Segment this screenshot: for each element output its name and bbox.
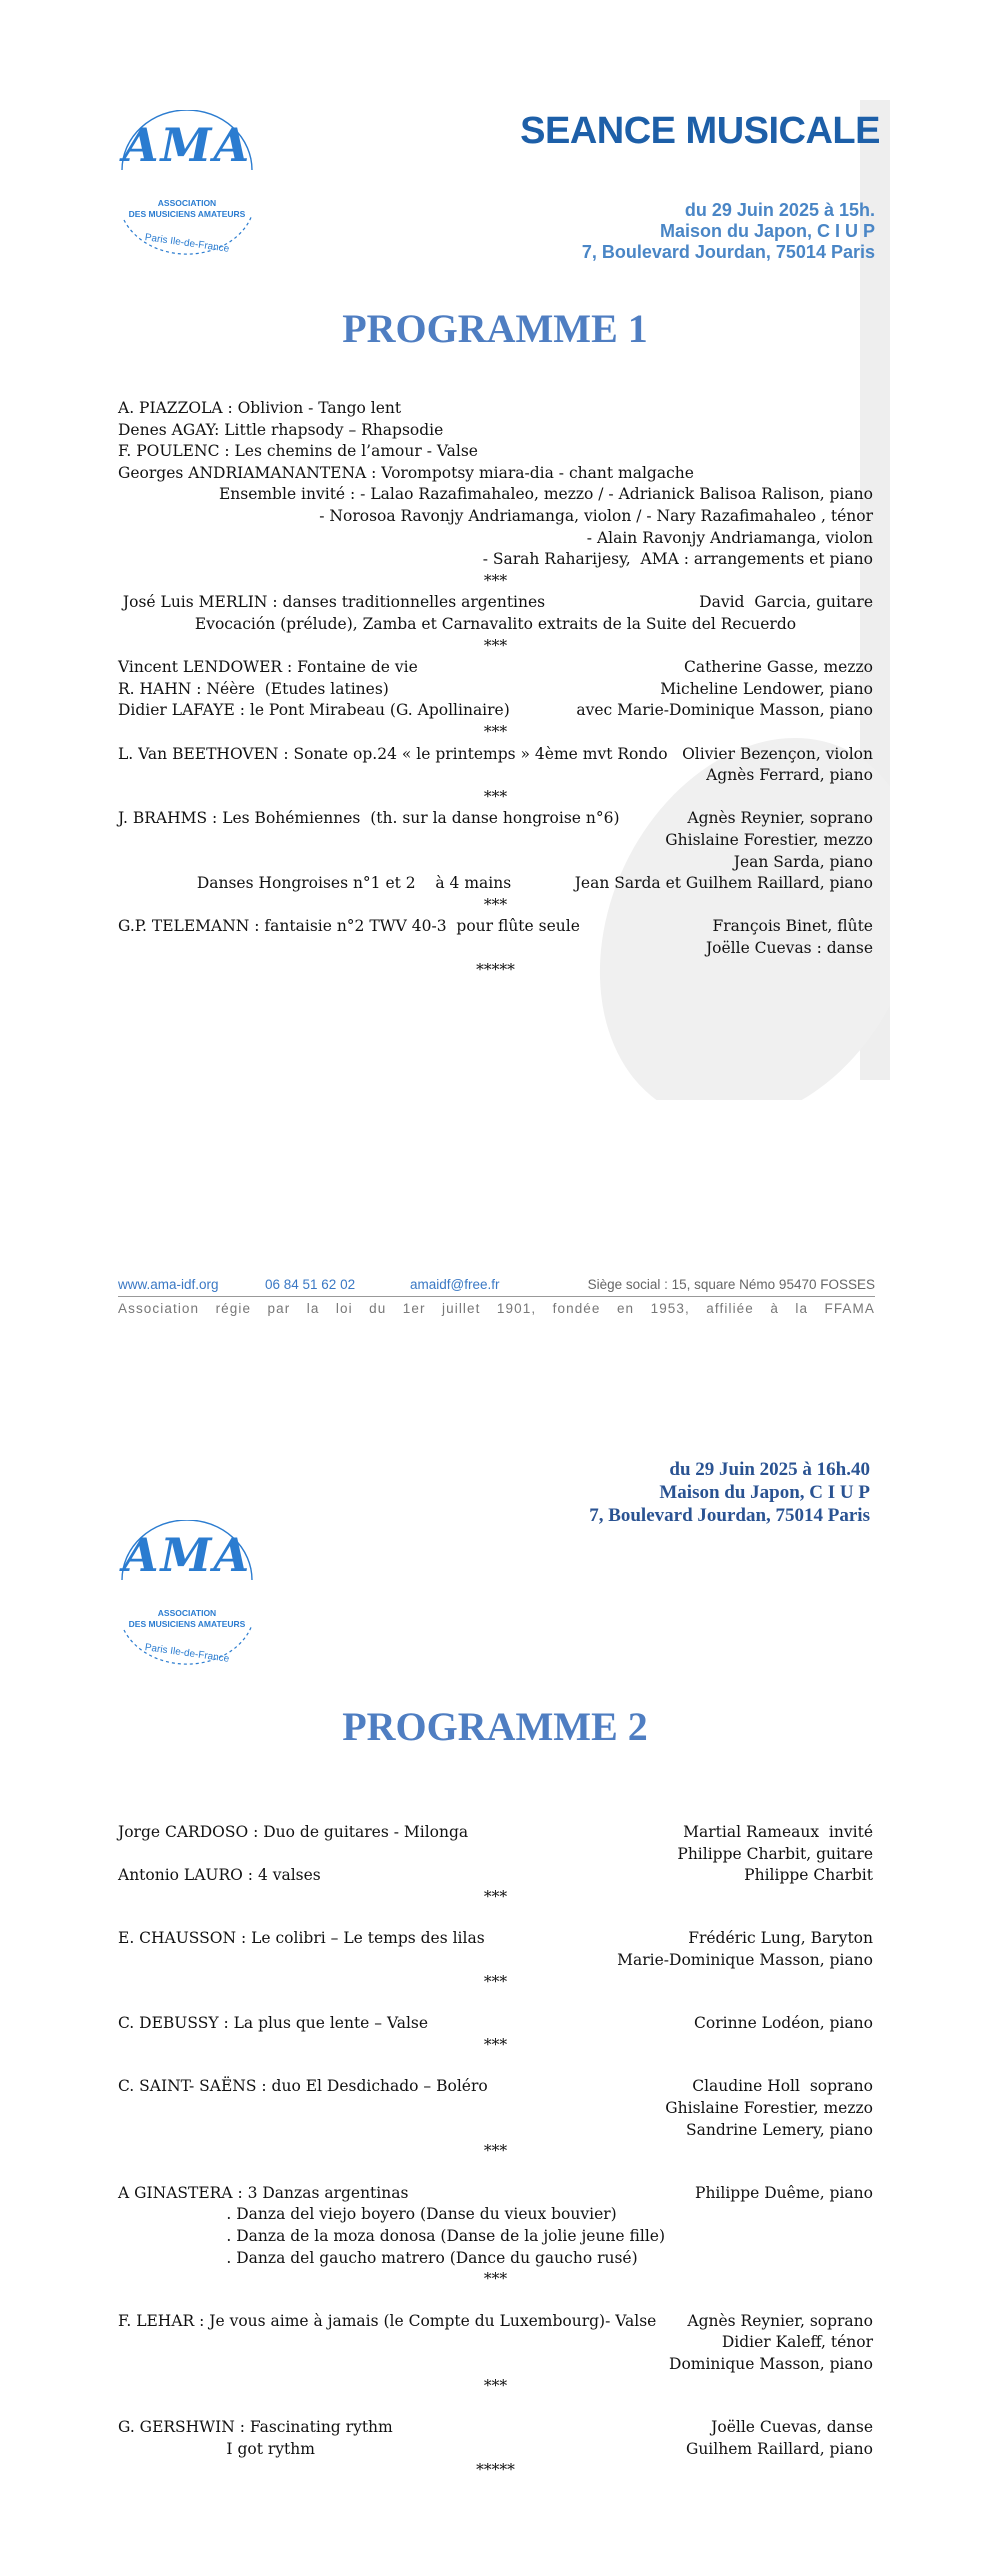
piece-text: L. Van BEETHOVEN : Sonate op.24 « le printemps » 4ème mvt Rondo [118,744,668,763]
footer-website[interactable]: www.ama-idf.org [118,1277,219,1292]
programme-line [118,571,873,593]
performer-text: Didier Kaleff, ténor [721,2333,873,2352]
programme-line [118,2098,873,2120]
separator-text: *** [483,571,508,590]
performer-text: Agnès Reynier, soprano [687,2311,873,2330]
piece-text: Danses Hongroises n°1 et 2 à 4 mains [118,874,512,893]
programme-line [118,700,873,722]
page-title: SEANCE MUSICALE [520,110,880,152]
performer-text: Philippe Duême, piano [695,2183,873,2202]
programme-line [118,484,873,506]
concert-date: du 29 Juin 2025 à 15h. [684,200,875,220]
performer-text: Jean Sarda, piano [733,852,873,871]
ama-logo [112,110,262,270]
programme-line [118,2013,873,2035]
footer-divider [118,1296,875,1297]
programme-line [118,2035,873,2057]
programme-line [118,873,873,895]
concert-address-2: 7, Boulevard Jourdan, 75014 Paris [589,1505,870,1526]
programme-line [118,420,873,442]
performer-text: Catherine Gasse, mezzo [683,658,873,677]
separator-text: *** [483,1972,508,1991]
piece-text: . Danza de la moza donosa (Danse de la jolie jeune fille) [118,2227,666,2245]
logo-line2: DES MUSICIENS AMATEURS [128,209,246,219]
performer-text: Guilhem Raillard, piano [685,2439,873,2458]
programme-line [118,808,873,830]
programme-line [118,463,873,485]
programme-line [118,2120,873,2142]
programme-line [118,441,873,463]
programme-line [118,722,873,744]
programme-line [118,657,873,679]
separator-text: *** [483,895,508,914]
programme-line [118,2417,873,2439]
piece-text: Antonio LAURO : 4 valses [118,1866,321,1885]
piece-text: . Danza del gaucho matrero (Dance du gaucho rusé) [118,2248,638,2267]
concert-venue-2: Maison du Japon, C I U P [659,1482,870,1503]
programme-line [118,2354,873,2376]
piece-text: Vincent LENDOWER : Fontaine de vie [118,658,418,677]
separator-text: *** [483,723,508,741]
piece-text: Didier LAFAYE : le Pont Mirabeau (G. Apollinaire) [118,701,510,720]
programme-line [118,830,873,852]
performer-text: Micheline Lendower, piano [660,679,873,698]
concert-venue: Maison du Japon, C I U P [659,221,875,241]
separator-text: *** [483,2376,508,2395]
performer-text: François Binet, flûte [712,917,873,936]
programme-line [118,1928,873,1950]
programme-line [118,679,873,701]
separator-text: *** [483,787,508,806]
programme-line [118,787,873,809]
performer-text: Sandrine Lemery, piano [686,2120,873,2139]
performer-text: Philippe Charbit [744,1866,873,1885]
performer-text: Dominique Masson, piano [669,2355,873,2373]
performer-text: Olivier Bezençon, violon [682,744,873,763]
performer-text: Ghislaine Forestier, mezzo [665,831,873,849]
footer-seat: Siège social : 15, square Némo 95470 FOSSES [587,1277,875,1292]
programme-line [118,895,873,917]
programme-line [118,2376,873,2398]
programme-line [118,2248,873,2270]
piece-text: Jorge CARDOSO : Duo de guitares - Milonga [118,1823,469,1841]
piece-text: José Luis MERLIN : danses traditionnelles argentines [118,593,546,612]
piece-text: A GINASTERA : 3 Danzas argentinas [118,2183,409,2202]
programme-line [118,1887,873,1909]
performer-text: Joëlle Cuevas, danse [711,2418,873,2437]
performer-text: Martial Rameaux invité [683,1823,873,1841]
separator-text: *** [483,2270,508,2289]
piece-text: G. GERSHWIN : Fascinating rythm [118,2418,393,2437]
programme-line [118,2141,873,2163]
piece-text: G.P. TELEMANN : fantaisie n°2 TWV 40-3 pour flûte seule [118,917,580,936]
ama-logo-2 [112,1520,262,1680]
performer-text: Claudine Holl soprano [692,2077,873,2096]
piece-text: R. HAHN : Néère (Etudes latines) [118,679,389,698]
performer-text: David Garcia, guitare [699,593,873,612]
performer-text: Corinne Lodéon, piano [694,2014,873,2033]
programme-line [118,2332,873,2354]
piece-text: A. PIAZZOLA : Oblivion - Tango lent [118,399,402,417]
footer-email[interactable]: amaidf@free.fr [410,1277,500,1292]
piece-text: J. BRAHMS : Les Bohémiennes (th. sur la danse hongroise n°6) [118,809,620,828]
programme-line [118,1865,873,1887]
piece-text: E. CHAUSSON : Le colibri – Le temps des lilas [118,1929,485,1948]
programme-line [118,592,873,614]
footer-phone: 06 84 51 62 02 [265,1277,356,1292]
footer-legal: Association régie par la loi du 1er juillet 1901, fondée en 1953, affiliée à la FFAMA [118,1301,875,1316]
programme-line [118,2226,873,2248]
performer-text: Philippe Charbit, guitare [677,1844,873,1863]
performer-text: avec Marie-Dominique Masson, piano [576,701,873,720]
logo-region-2: Paris Ile-de-France [144,1642,230,1665]
programme-line [118,916,873,938]
piece-text: Georges ANDRIAMANANTENA : Vorompotsy miara-dia - chant malgache [118,463,694,482]
concert-date-2: du 29 Juin 2025 à 16h.40 [669,1459,870,1480]
performer-text: Frédéric Lung, Baryton [688,1929,873,1948]
separator-text: Evocación (prélude), Zamba et Carnavalito extraits de la Suite del Recuerdo [194,615,797,633]
programme-line [118,938,873,960]
separator-text: *** [483,636,508,655]
performer-text: Agnès Ferrard, piano [706,766,873,785]
programme-line [118,765,873,787]
programme-line [118,1972,873,1994]
logo-line2-2: DES MUSICIENS AMATEURS [128,1619,246,1629]
piece-text: C. SAINT- SAËNS : duo El Desdichado – Boléro [118,2077,488,2096]
programme-line [118,2204,873,2226]
separator-text: ***** [476,960,515,979]
separator-text: *** [483,2035,508,2054]
page-2 [0,1390,990,2560]
separator-text: *** [483,2142,508,2161]
performer-text: Ghislaine Forestier, mezzo [665,2099,873,2117]
programme-line [118,2183,873,2205]
separator-text: *** [483,1887,508,1906]
piece-text: Denes AGAY: Little rhapsody – Rhapsodie [118,420,444,439]
piece-text: C. DEBUSSY : La plus que lente – Valse [118,2014,429,2033]
programme-line [118,549,873,571]
programme-line [118,398,873,420]
programme-line [118,2439,873,2461]
programme-line [118,1950,873,1972]
logo-region: Paris Ile-de-France [144,232,230,255]
piece-text: F. POULENC : Les chemins de l’amour - Valse [118,442,478,461]
logo-line1-2: ASSOCIATION [157,1608,217,1618]
piece-text: I got rythm [118,2439,315,2458]
programme-line [118,1822,873,1844]
programme-line [118,960,873,982]
piece-text: . Danza del viejo boyero (Danse du vieux bouvier) [118,2205,617,2224]
logo-letters: AMA [122,118,252,172]
programme-line [118,2311,873,2333]
programme-line [118,528,873,550]
performer-text: - Alain Ravonjy Andriamanga, violon [586,528,873,547]
logo-letters-2: AMA [122,1528,252,1582]
programme-heading-2: PROGRAMME 2 [342,1704,648,1749]
piece-text: F. LEHAR : Je vous aime à jamais (le Compte du Luxembourg)- Valse [118,2311,657,2330]
separator-text: ***** [476,2461,515,2480]
programme-line [118,852,873,874]
performer-text: - Norosoa Ravonjy Andriamanga, violon / - Nary Razafimahaleo , ténor [319,507,873,525]
concert-address: 7, Boulevard Jourdan, 75014 Paris [581,242,875,262]
logo-line1: ASSOCIATION [157,198,217,208]
programme-line [118,2269,873,2291]
programme-line [118,2460,873,2482]
programme-heading: PROGRAMME 1 [342,306,648,351]
performer-text: Ensemble invité : - Lalao Razafimahaleo, mezzo / - Adrianick Balisoa Ralison, piano [218,485,873,504]
programme-line [118,506,873,528]
performer-text: - Sarah Raharijesy, AMA : arrangements et piano [482,550,873,569]
programme-line [118,614,873,636]
performer-text: Agnès Reynier, soprano [687,809,873,828]
performer-text: Marie-Dominique Masson, piano [617,1951,873,1969]
programme-line [118,2076,873,2098]
programme-line [118,636,873,658]
programme-line [118,1844,873,1866]
performer-text: Jean Sarda et Guilhem Raillard, piano [574,874,873,893]
performer-text: Joëlle Cuevas : danse [705,939,873,957]
programme-line [118,744,873,766]
